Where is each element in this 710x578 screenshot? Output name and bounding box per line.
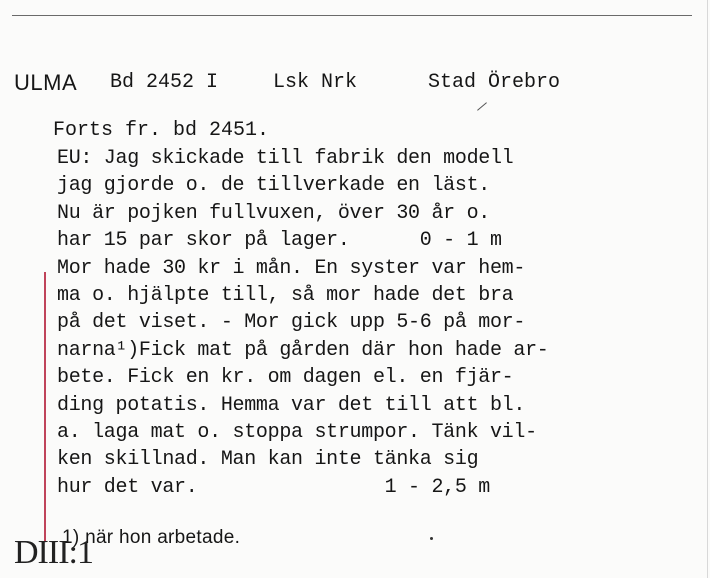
text-line: a. laga mat o. stoppa strumpor. Tänk vil- [57,420,537,444]
text-line: på det viset. - Mor gick upp 5-6 på mor- [57,311,526,335]
text-line: har 15 par skor på lager. 0 - 1 m [57,229,502,253]
text-line: Mor hade 30 kr i mån. En syster var hem- [57,256,526,280]
top-rule [12,15,692,16]
ink-dot [430,537,433,540]
card-header [0,68,710,98]
text-line: EU: Jag skickade till fabrik den modell [57,147,514,170]
footnote: 1) när hon arbetade. [62,527,241,548]
pencil-tick-mark [477,102,487,110]
interview-text [57,145,677,501]
text-line: jag gjorde o. de tillverkade en läst. [57,174,490,198]
volume-number: Bd 2452 I [110,71,219,94]
text-line: bete. Fick en kr. om dagen el. en fjär- [57,366,514,390]
continuation-reference: Forts fr. bd 2451. [53,119,270,142]
text-line: ding potatis. Hemma var det till att bl. [57,393,526,417]
text-line: Nu är pojken fullvuxen, över 30 år o. [57,201,490,225]
parish-code: Lsk Nrk [273,71,358,94]
text-line: ma o. hjälpte till, så mor hade det bra [57,283,514,307]
text-line: narna¹)Fick mat på gården där hon hade ar- [57,338,549,362]
text-line: hur det var. 1 - 2,5 m [57,475,490,499]
archive-code: ULMA [14,70,78,95]
place-name: Stad Örebro [428,71,561,94]
handwritten-signum: DIII:1 [14,534,93,571]
text-line: ken skillnad. Man kan inte tänka sig [57,448,479,472]
red-margin-line [44,272,46,542]
